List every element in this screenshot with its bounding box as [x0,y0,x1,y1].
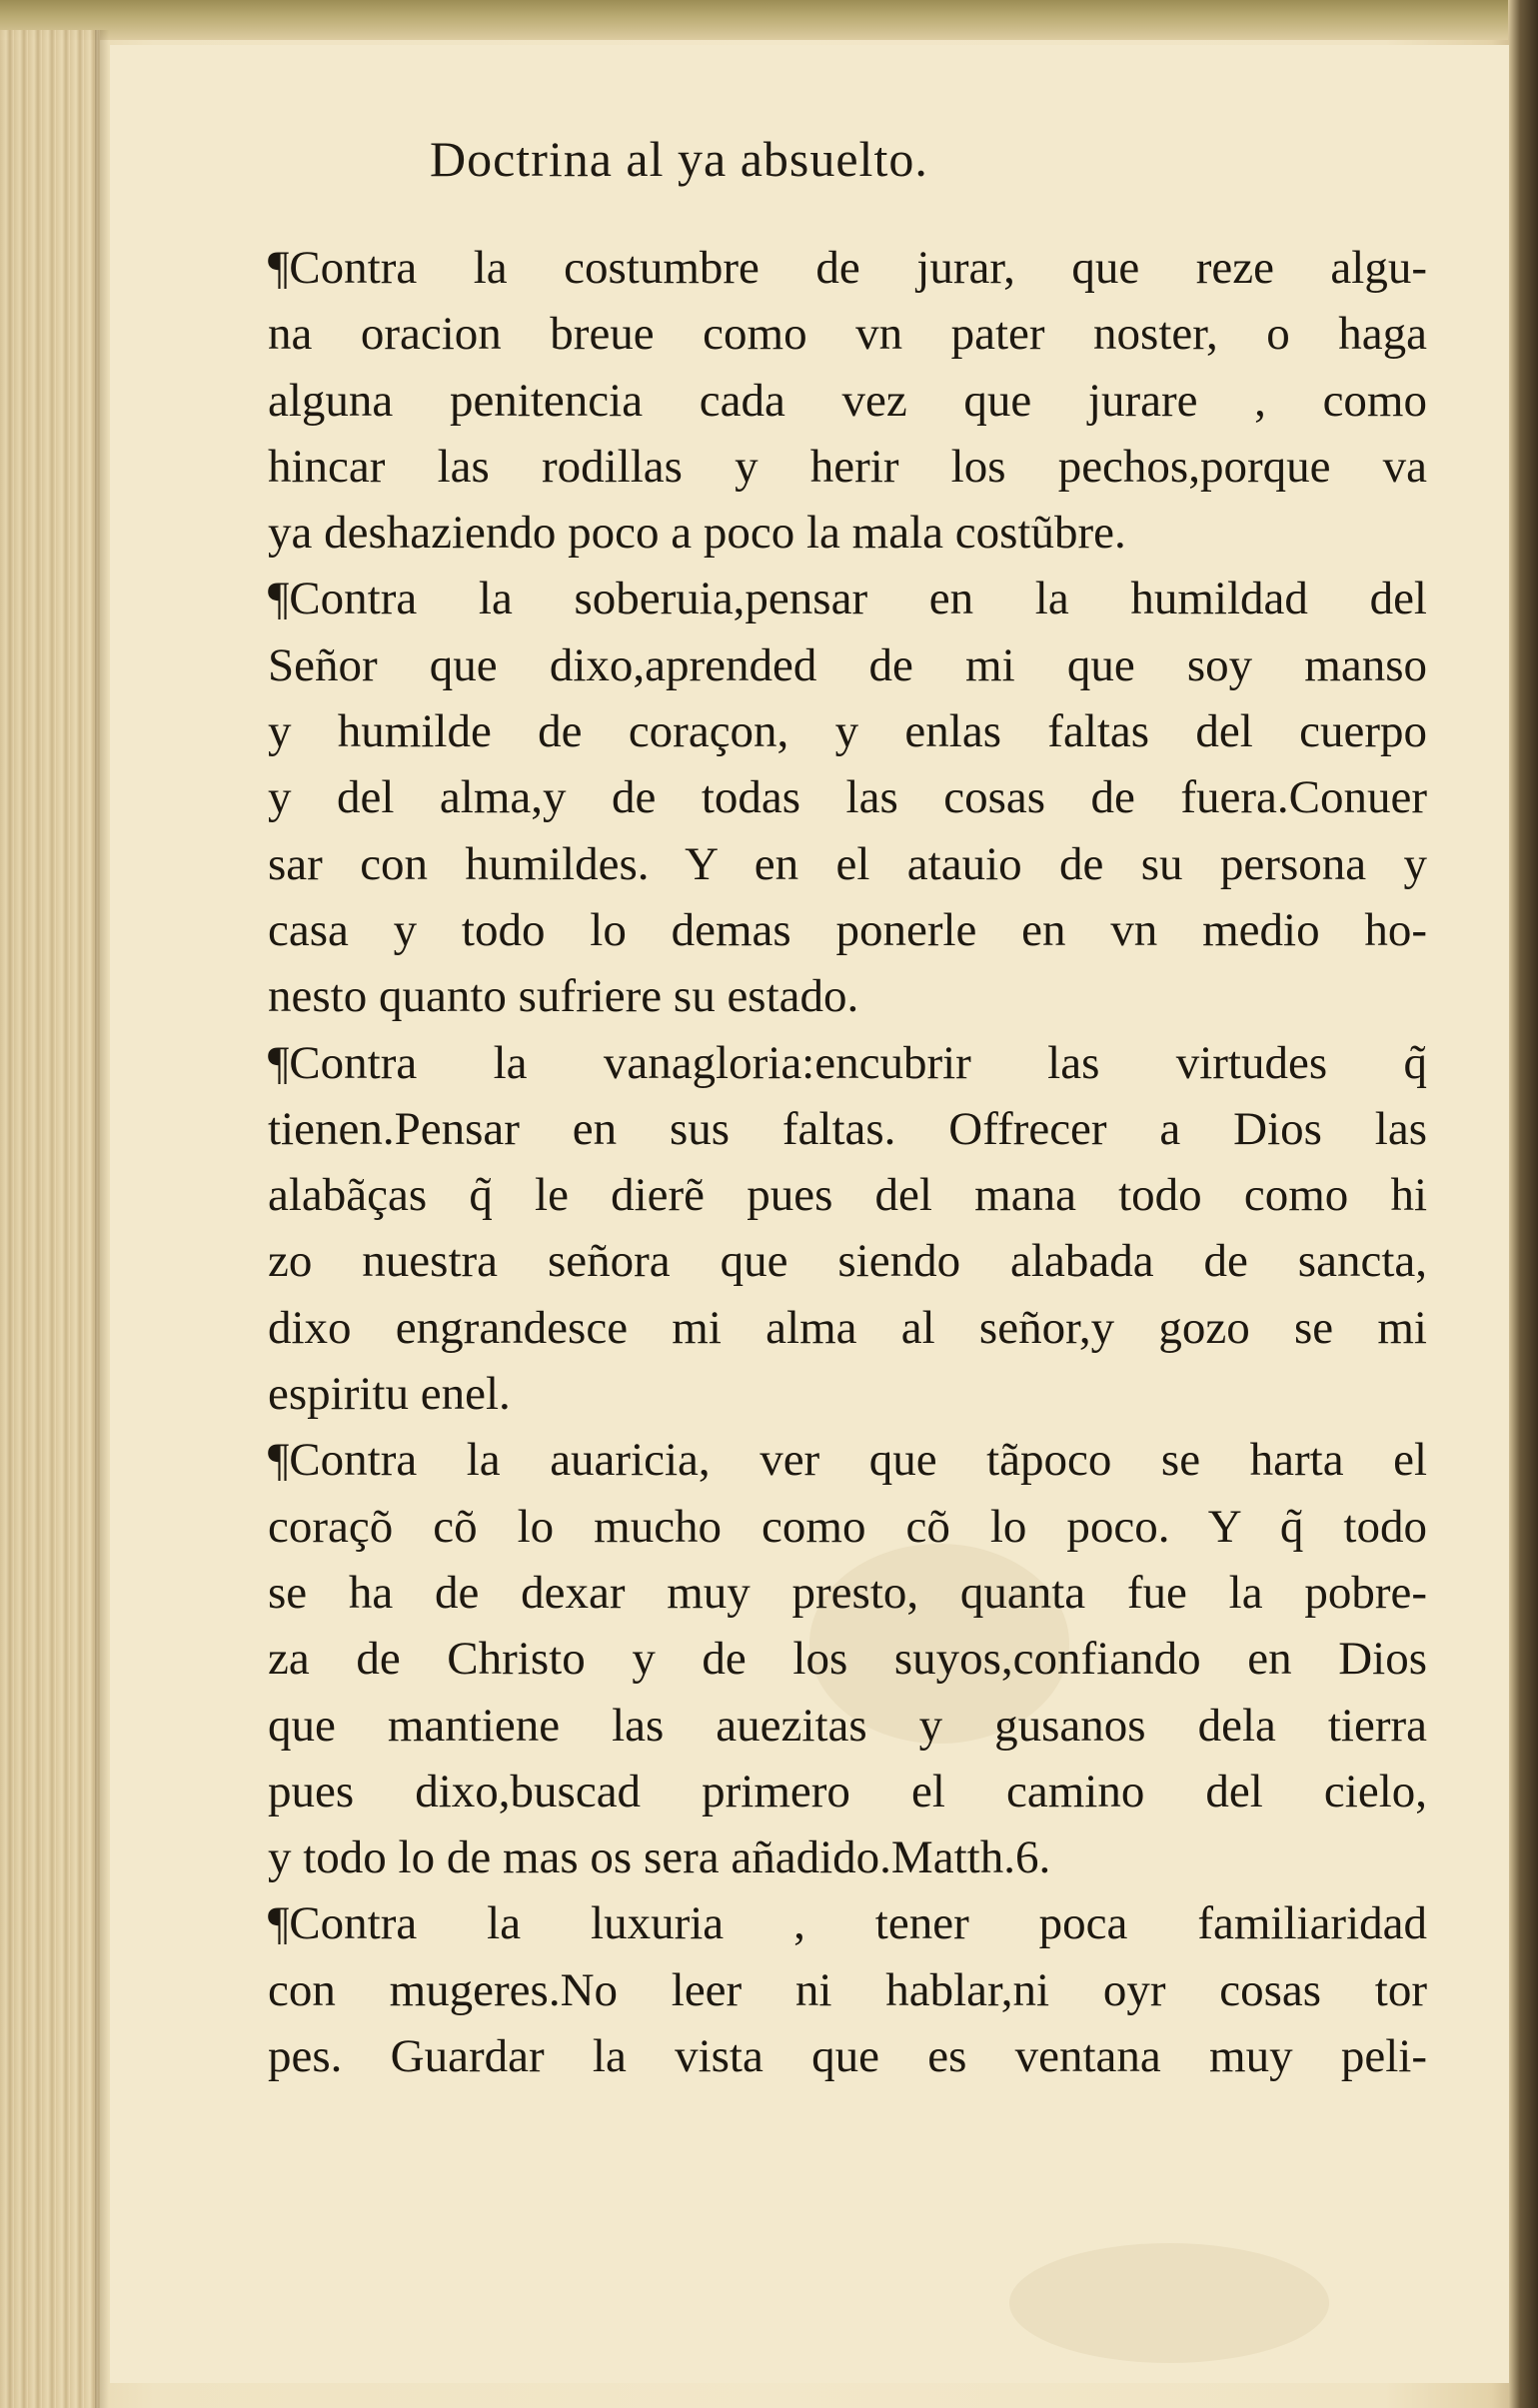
body-text [268,235,1427,2089]
text-line: ¶Contra la soberuia,pensar en la humildad del [268,573,1427,625]
text-line: coraçõ cõ lo mucho como cõ lo poco. Y q̃ todo [268,1500,1427,1553]
text-line: alabãças q̃ le dierẽ pues del mana todo como hi [268,1169,1427,1222]
text-line: pes. Guardar la vista que es ventana muy peli- [268,2030,1427,2083]
text-line: y del alma,y de todas las cosas de fuera.Conuer [268,771,1427,824]
text-line: casa y todo lo demas ponerle en vn medio ho- [268,903,1427,956]
book-top-edge [0,0,1538,40]
text-line: ¶Contra la vanagloria:encubrir las virtudes q̃ [268,1036,1427,1089]
text-line: y todo lo de mas os sera añadido.Matth.6. [268,1831,1051,1884]
page-stack-edge [0,30,100,2408]
text-line: tienen.Pensar en sus faltas. Offrecer a Dios las [268,1102,1427,1155]
text-line: espiritu enel. [268,1368,511,1421]
book-right-edge [1508,0,1538,2408]
text-line: ya deshaziendo poco a poco la mala costũbre. [268,507,1126,560]
text-line: y humilde de coraçon, y enlas faltas del cuerpo [268,705,1427,758]
text-line: hincar las rodillas y herir los pechos,porque va [268,440,1427,493]
gutter-shadow [95,30,109,2408]
text-line: zo nuestra señora que siendo alabada de sancta, [268,1235,1427,1288]
running-head: Doctrina al ya absuelto. [430,131,928,187]
text-line: que mantiene las auezitas y gusanos dela tierra [268,1699,1427,1752]
text-line: ¶Contra la auaricia, ver que tãpoco se harta el [268,1434,1427,1487]
text-line: Señor que dixo,aprended de mi que soy manso [268,638,1427,691]
text-line: za de Christo y de los suyos,confiando en Dios [268,1633,1427,1686]
text-line: ¶Contra la costumbre de jurar, que reze algu- [268,242,1427,294]
text-line: dixo engrandesce mi alma al señor,y gozo se mi [268,1301,1427,1354]
text-line: se ha de dexar muy presto, quanta fue la pobre- [268,1566,1427,1619]
text-line: nesto quanto sufriere su estado. [268,970,859,1023]
text-line: alguna penitencia cada vez que jurare , como [268,374,1427,427]
text-line: pues dixo,buscad primero el camino del cielo, [268,1765,1427,1817]
text-line: na oracion breue como vn pater noster, o haga [268,308,1427,361]
text-line: con mugeres.No leer ni hablar,ni oyr cosas tor [268,1963,1427,2016]
paper-stain [1009,2243,1329,2363]
text-line: sar con humildes. Y en el atauio de su persona y [268,837,1427,890]
text-line: ¶Contra la luxuria , tener poca familiaridad [268,1897,1427,1950]
